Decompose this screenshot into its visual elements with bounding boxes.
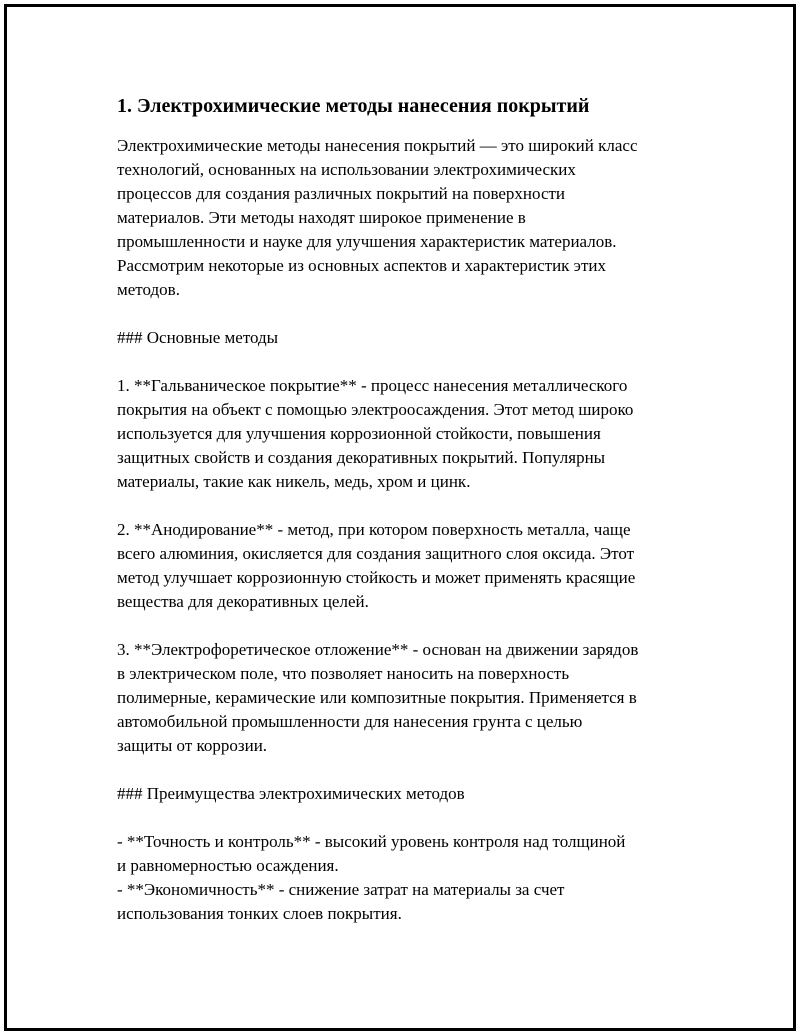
text-line: методов. (117, 280, 180, 299)
text-line: защиты от коррозии. (117, 736, 268, 755)
text-line: процессов для создания различных покрытий на поверхности (117, 184, 566, 203)
advantages-list (117, 830, 692, 926)
list-item: использования тонких слоев покрытия. (117, 904, 402, 923)
document-body (117, 92, 692, 926)
blank-line (117, 494, 692, 518)
text-line: 2. **Анодирование** - метод, при котором поверхность металла, чаще (117, 520, 631, 539)
text-line: защитных свойств и создания декоративных покрытий. Популярны (117, 448, 606, 467)
section-heading-advantages: ### Преимущества электрохимических методов (117, 784, 465, 803)
text-line: автомобильной промышленности для нанесения грунта с целью (117, 712, 583, 731)
text-line: метод улучшает коррозионную стойкость и может применять красящие (117, 568, 636, 587)
blank-line (117, 350, 692, 374)
text-line: материалы, такие как никель, медь, хром и цинк. (117, 472, 471, 491)
blank-line (117, 614, 692, 638)
text-line: 1. **Гальваническое покрытие** - процесс нанесения металлического (117, 376, 628, 395)
list-item: и равномерностью осаждения. (117, 856, 339, 875)
blank-line (117, 806, 692, 830)
list-item: - **Точность и контроль** - высокий уровень контроля над толщиной (117, 832, 626, 851)
text-line: технологий, основанных на использовании электрохимических (117, 160, 576, 179)
text-line: 3. **Электрофоретическое отложение** - основан на движении зарядов (117, 640, 639, 659)
text-line: полимерные, керамические или композитные покрытия. Применяется в (117, 688, 637, 707)
text-line: вещества для декоративных целей. (117, 592, 369, 611)
text-line: промышленности и науке для улучшения характеристик материалов. (117, 232, 617, 251)
text-line: всего алюминия, окисляется для создания защитного слоя оксида. Этот (117, 544, 635, 563)
text-line: Электрохимические методы нанесения покрытий — это широкий класс (117, 136, 638, 155)
list-item: - **Экономичность** - снижение затрат на материалы за счет (117, 880, 565, 899)
text-line: используется для улучшения коррозионной стойкости, повышения (117, 424, 601, 443)
blank-line (117, 758, 692, 782)
document-title: 1. Электрохимические методы нанесения покрытий (117, 95, 590, 117)
section-heading-methods: ### Основные методы (117, 328, 279, 347)
method-item-electrophoretic (117, 638, 692, 758)
method-item-anodizing (117, 518, 692, 614)
text-line: материалов. Эти методы находят широкое применение в (117, 208, 526, 227)
method-item-electroplating (117, 374, 692, 494)
intro-paragraph (117, 134, 692, 302)
text-line: покрытия на объект с помощью электроосаждения. Этот метод широко (117, 400, 634, 419)
text-line: в электрическом поле, что позволяет наносить на поверхность (117, 664, 570, 683)
blank-line (117, 302, 692, 326)
text-line: Рассмотрим некоторые из основных аспектов и характеристик этих (117, 256, 607, 275)
